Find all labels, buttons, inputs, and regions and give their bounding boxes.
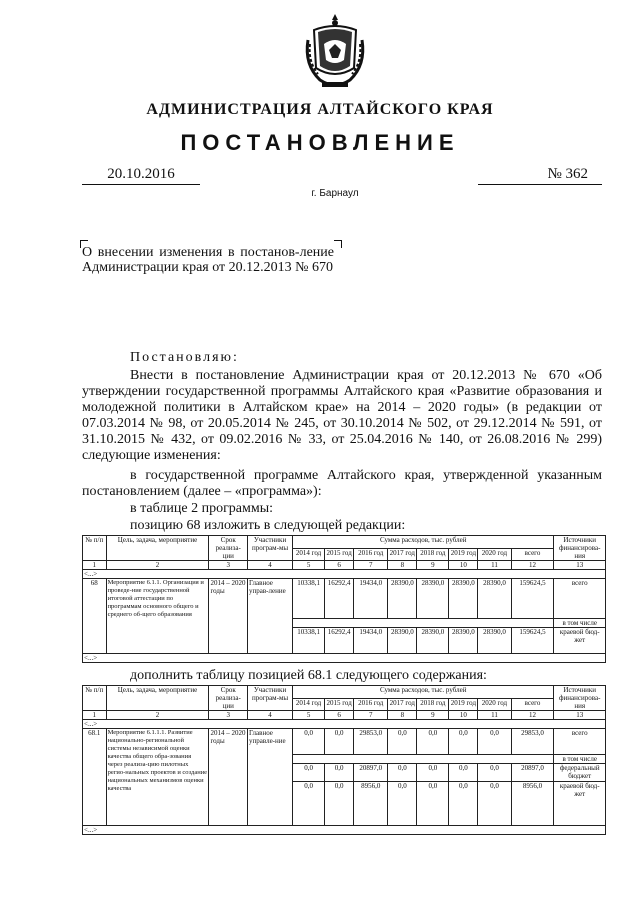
ellipsis-row: <...> (83, 570, 606, 579)
th-year: 2020 год (478, 698, 511, 711)
document-date: 20.10.2016 (82, 166, 200, 185)
th-year: 2018 год (417, 548, 449, 561)
col-number: 13 (554, 561, 606, 570)
col-number: 3 (209, 561, 248, 570)
col-number: 3 (209, 711, 248, 720)
paragraph-position-68: позицию 68 изложить в следующей редакции: (130, 518, 406, 533)
cell-participants: Главное управ-ление (248, 579, 293, 654)
cell-value: 28390,0 (478, 579, 511, 619)
cell-value: 0,0 (449, 764, 478, 782)
th-year: 2016 год (354, 698, 388, 711)
cell-value: 16292,4 (325, 579, 354, 619)
cell-participants: Главное управле-ние (248, 729, 293, 826)
cell-value: 29853,0 (511, 729, 554, 755)
col-number: 6 (325, 561, 354, 570)
th-total: всего (511, 548, 554, 561)
cell-value: 8956,0 (511, 782, 554, 826)
col-number: 11 (478, 561, 511, 570)
col-number: 12 (511, 711, 554, 720)
cell-value: 28390,0 (449, 579, 478, 619)
th-year: 2015 год (325, 548, 354, 561)
cell-value: 0,0 (478, 729, 511, 755)
cell-value: 19434,0 (354, 628, 388, 654)
cell-value: 28390,0 (478, 628, 511, 654)
th-total: всего (511, 698, 554, 711)
cell-term: 2014 – 2020 годы (209, 579, 248, 654)
cell-value: 28390,0 (388, 579, 417, 619)
th-year: 2015 год (325, 698, 354, 711)
cell-value: 28390,0 (388, 628, 417, 654)
col-number: 4 (248, 711, 293, 720)
cell-source: в том числе (554, 619, 606, 628)
col-number: 13 (554, 711, 606, 720)
th-year: 2017 год (388, 548, 417, 561)
th-term: Срок реализа-ции (209, 536, 248, 561)
cell-value: 0,0 (449, 729, 478, 755)
th-sources: Источники финансирова-ния (554, 686, 606, 711)
cell-num: 68.1 (83, 729, 107, 826)
col-number: 10 (449, 561, 478, 570)
cell-value: 0,0 (388, 729, 417, 755)
col-number: 10 (449, 711, 478, 720)
col-number: 7 (354, 561, 388, 570)
th-sources: Источники финансирова-ния (554, 536, 606, 561)
cell-term: 2014 – 2020 годы (209, 729, 248, 826)
col-number: 8 (388, 711, 417, 720)
paragraph-table-ref: в таблице 2 программы: (130, 501, 274, 516)
document-city: г. Барнаул (311, 188, 359, 199)
cell-value: 0,0 (293, 764, 325, 782)
th-participants: Участники програм-мы (248, 536, 293, 561)
title-bracket-right (334, 240, 342, 248)
cell-value: 0,0 (478, 764, 511, 782)
col-number: 8 (388, 561, 417, 570)
th-sum: Сумма расходов, тыс. рублей (293, 686, 554, 699)
decree-word: Постановляю: (130, 350, 239, 365)
th-participants: Участники програм-мы (248, 686, 293, 711)
cell-value: 0,0 (325, 764, 354, 782)
cell-value: 28390,0 (417, 579, 449, 619)
th-num: № п/п (83, 536, 107, 561)
col-number: 4 (248, 561, 293, 570)
cell-value: 0,0 (388, 764, 417, 782)
coat-of-arms-emblem (300, 10, 370, 96)
cell-value: 20897,0 (354, 764, 388, 782)
cell-value: 10338,1 (293, 628, 325, 654)
th-year: 2016 год (354, 548, 388, 561)
cell-goal: Мероприятие 6.1.1. Организация и проведе-ние государственной итоговой аттестации по программам основного общего и среднего об-щего образования (106, 579, 209, 654)
cell-value: 159624,5 (511, 579, 554, 619)
table-position-68 (82, 535, 606, 663)
cell-value: 20897,0 (511, 764, 554, 782)
cell-value: 0,0 (478, 782, 511, 826)
cell-value: 0,0 (325, 729, 354, 755)
col-number: 5 (293, 561, 325, 570)
col-number: 1 (83, 561, 107, 570)
cell-value: 0,0 (417, 764, 449, 782)
col-number: 11 (478, 711, 511, 720)
document-type: ПОСТАНОВЛЕНИЕ (180, 130, 460, 155)
th-num: № п/п (83, 686, 107, 711)
cell-value: 0,0 (388, 782, 417, 826)
paragraph-main: Внести в постановление Администрации края от 20.12.2013 № 670 «Об утверждении государственной программы Алтайского края «Развитие образования и молодежной политики в Алтайском крае» на 2014 – 2020 годы» (в редакции от 07.03.2014 № 98, от 20.05.2014 № 245, от 30.10.2014 № 502, от 29.12.2014 № 591, от 31.10.2015 № 432, от 09.02.2016 № 33, от 25.04.2016 № 140, от 26.08.2016 № 299) следующие изменения: (82, 368, 602, 463)
paragraph-position-68-1: дополнить таблицу позицией 68.1 следующего содержания: (130, 668, 487, 683)
cell-value: 28390,0 (449, 628, 478, 654)
th-goal: Цель, задача, мероприятие (106, 536, 209, 561)
th-year: 2014 год (293, 698, 325, 711)
th-year: 2019 год (449, 698, 478, 711)
th-goal: Цель, задача, мероприятие (106, 686, 209, 711)
col-number: 2 (106, 711, 209, 720)
cell-value: 19434,0 (354, 579, 388, 619)
cell-value: 0,0 (417, 782, 449, 826)
cell-source: всего (554, 579, 606, 619)
th-year: 2018 год (417, 698, 449, 711)
th-year: 2017 год (388, 698, 417, 711)
document-title: О внесении изменения в постанов-ление Администрации края от 20.12.2013 № 670 (82, 245, 334, 275)
col-number: 2 (106, 561, 209, 570)
cell-value: 10338,1 (293, 579, 325, 619)
cell-value: 0,0 (417, 729, 449, 755)
cell-value: 0,0 (293, 782, 325, 826)
ellipsis-row: <...> (83, 826, 606, 835)
col-number: 7 (354, 711, 388, 720)
document-number: № 362 (478, 166, 602, 185)
cell-value: 0,0 (325, 782, 354, 826)
th-term: Срок реализа-ции (209, 686, 248, 711)
paragraph-program: в государственной программе Алтайского края, утвержденной указанным постановлением (далее – «программа»): (82, 468, 602, 499)
organization-name: АДМИНИСТРАЦИЯ АЛТАЙСКОГО КРАЯ (146, 101, 494, 118)
col-number: 9 (417, 561, 449, 570)
cell-source: в том числе (554, 755, 606, 764)
cell-value: 0,0 (449, 782, 478, 826)
cell-source: всего (554, 729, 606, 755)
ellipsis-row: <...> (83, 654, 606, 663)
cell-value: 159624,5 (511, 628, 554, 654)
th-year: 2019 год (449, 548, 478, 561)
th-year: 2020 год (478, 548, 511, 561)
cell-value: 16292,4 (325, 628, 354, 654)
cell-value: 29853,0 (354, 729, 388, 755)
cell-value: 0,0 (293, 729, 325, 755)
col-number: 1 (83, 711, 107, 720)
cell-value: 8956,0 (354, 782, 388, 826)
cell-source: краевой бюд-жет (554, 782, 606, 826)
col-number: 6 (325, 711, 354, 720)
col-number: 9 (417, 711, 449, 720)
col-number: 5 (293, 711, 325, 720)
th-year: 2014 год (293, 548, 325, 561)
cell-source: федеральный бюджет (554, 764, 606, 782)
cell-num: 68 (83, 579, 107, 654)
th-sum: Сумма расходов, тыс. рублей (293, 536, 554, 549)
ellipsis-row: <...> (83, 720, 606, 729)
col-number: 12 (511, 561, 554, 570)
cell-goal: Мероприятие 6.1.1.1. Развитие национально-региональной системы независимой оценки качества общего обра-зования через реализа-цию пилотных регио-нальных проектов и создание национальных механизмов оценки качества (106, 729, 209, 826)
cell-value: 28390,0 (417, 628, 449, 654)
cell-source: краевой бюд-жет (554, 628, 606, 654)
table-position-68-1 (82, 685, 606, 835)
